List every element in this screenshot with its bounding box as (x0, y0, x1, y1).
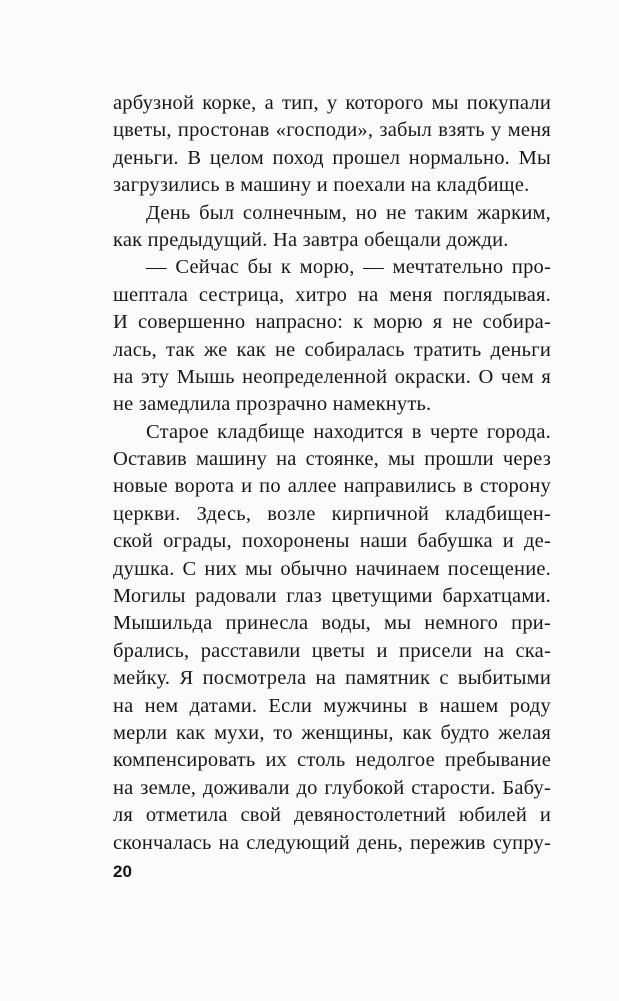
text-line: шептала сестрица, хитро на меня поглядывая. (113, 283, 551, 306)
text-line: скончалась на следующий день, пережив супру- (113, 831, 551, 854)
text-line: Могилы радовали глаз цветущими бархатцами. (113, 585, 551, 608)
text-line: церкви. Здесь, возле кирпичной кладбищен- (113, 502, 551, 525)
text-line: не замедлила прозрачно намекнуть. (113, 393, 432, 416)
text-line: ской ограды, похоронены наши бабушка и де- (113, 530, 551, 553)
text-line: загрузились в машину и поехали на кладбище. (113, 174, 530, 197)
text-line: — Сейчас бы к морю, — мечтательно про- (146, 256, 551, 279)
text-line: арбузной корке, а тип, у которого мы покупали (113, 92, 551, 114)
text-line: как предыдущий. На завтра обещали дожди. (113, 228, 509, 251)
text-line: цветы, простонав «господи», забыл взять у меня (113, 119, 551, 142)
text-line: Мышильда принесла воды, мы немного при- (113, 612, 551, 635)
text-block (113, 90, 551, 857)
text-line: Оставив машину на стоянке, мы прошли через (113, 448, 551, 471)
text-line: на нем датами. Если мужчины в нашем роду (113, 694, 551, 717)
text-line: лась, так же как не собиралась тратить деньги (113, 338, 551, 361)
text-line: ля отметила свой девяностолетний юбилей и (113, 804, 551, 827)
text-line: душка. С них мы обычно начинаем посещение. (113, 557, 551, 580)
text-line: И совершенно напрасно: к морю я не собира- (113, 311, 551, 334)
text-line: компенсировать их столь недолгое пребывание (113, 749, 551, 772)
text-line: Старое кладбище находится в черте города. (146, 420, 551, 443)
text-line: брались, расставили цветы и присели на ска- (113, 639, 551, 662)
page-number: 20 (113, 862, 132, 881)
text-line: новые ворота и по аллее направились в сторону (113, 475, 551, 498)
text-line: на эту Мышь неопределенной окраски. О чем я (113, 365, 551, 388)
text-line: мейку. Я посмотрела на памятник с выбитыми (113, 667, 551, 690)
text-line: День был солнечным, но не таким жарким, (146, 201, 551, 224)
text-line: деньги. В целом поход прошел нормально. Мы (113, 146, 551, 169)
text-line: мерли как мухи, то женщины, как будто желая (113, 721, 551, 744)
text-line: на земле, доживали до глубокой старости. Бабу- (113, 776, 551, 799)
